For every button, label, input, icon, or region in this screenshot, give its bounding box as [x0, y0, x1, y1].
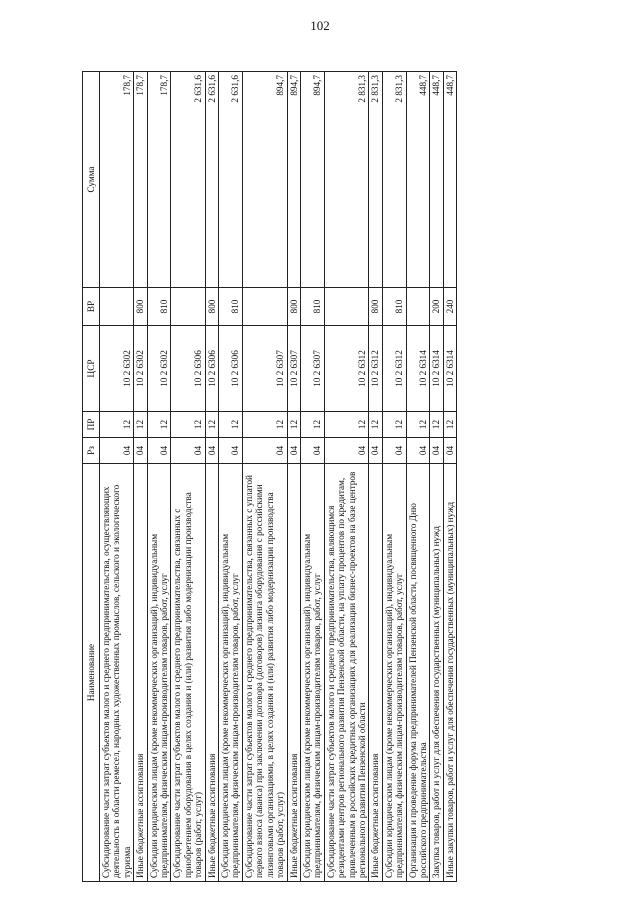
- cell-vr: 800: [205, 288, 218, 326]
- cell-sum: 178,7: [147, 72, 171, 288]
- cell-pr: 12: [443, 412, 456, 438]
- cell-vr: 800: [287, 288, 300, 326]
- cell-sum: 448,7: [406, 72, 430, 288]
- cell-rz: 04: [287, 438, 300, 464]
- cell-csr: 10 2 6302: [147, 326, 171, 412]
- budget-table: [82, 71, 457, 882]
- cell-name: Иные бюджетные ассигнования: [287, 464, 300, 882]
- cell-csr: 10 2 6314: [406, 326, 430, 412]
- table-row: [147, 72, 171, 882]
- header-sum: Сумма: [83, 72, 100, 288]
- cell-pr: 12: [369, 412, 382, 438]
- cell-rz: 04: [443, 438, 456, 464]
- cell-csr: 10 2 6307: [242, 326, 287, 412]
- cell-sum: 2 831,3: [382, 72, 406, 288]
- cell-vr: [171, 288, 205, 326]
- cell-pr: 12: [430, 412, 443, 438]
- table-row: [324, 72, 369, 882]
- cell-name: Иные бюджетные ассигнования: [205, 464, 218, 882]
- budget-table-rotated: [82, 72, 562, 882]
- table-row: [369, 72, 382, 882]
- cell-csr: 10 2 6302: [100, 326, 134, 412]
- cell-sum: 178,7: [134, 72, 147, 288]
- cell-rz: 04: [382, 438, 406, 464]
- table-row: [287, 72, 300, 882]
- cell-vr: 200: [430, 288, 443, 326]
- table-row: [100, 72, 134, 882]
- table-row: [219, 72, 243, 882]
- cell-csr: 10 2 6307: [300, 326, 324, 412]
- page-number: 102: [310, 18, 330, 33]
- cell-rz: 04: [205, 438, 218, 464]
- cell-pr: 12: [147, 412, 171, 438]
- cell-pr: 12: [134, 412, 147, 438]
- cell-sum: 2 631,6: [171, 72, 205, 288]
- cell-rz: 04: [171, 438, 205, 464]
- cell-csr: 10 2 6306: [205, 326, 218, 412]
- cell-name: Иные закупки товаров, работ и услуг для обеспечения государственных (муниципальных) нужд: [443, 464, 456, 882]
- cell-pr: 12: [219, 412, 243, 438]
- table-row: [300, 72, 324, 882]
- cell-vr: 810: [382, 288, 406, 326]
- cell-vr: 800: [134, 288, 147, 326]
- cell-csr: 10 2 6312: [382, 326, 406, 412]
- cell-rz: 04: [324, 438, 369, 464]
- header-csr: ЦСР: [83, 326, 100, 412]
- cell-csr: 10 2 6302: [134, 326, 147, 412]
- table-row: [171, 72, 205, 882]
- cell-name: Субсидии юридическим лицам (кроме некоммерческих организаций), индивидуальным предпринимателям, физическим лицам-производителям товаров, работ, услуг: [300, 464, 324, 882]
- table-row: [382, 72, 406, 882]
- cell-pr: 12: [100, 412, 134, 438]
- cell-vr: 810: [219, 288, 243, 326]
- cell-vr: 240: [443, 288, 456, 326]
- cell-rz: 04: [147, 438, 171, 464]
- cell-name: Субсидирование части затрат субъектов малого и среднего предпринимательства, связанных с уплатой первого взноса (аванса) при заключении договора (договоров) лизинга оборудования с российскими лизинговыми организациями, в целях создания и (или) развития либо модернизации производства товаров (работ, услуг): [242, 464, 287, 882]
- cell-sum: 178,7: [100, 72, 134, 288]
- table-row: [242, 72, 287, 882]
- cell-name: Субсидирование части затрат субъектов малого и среднего предпринимательства, связанных с приобретением оборудования в целях создания и (или) развития либо модернизации производства товаров (работ, услуг): [171, 464, 205, 882]
- cell-pr: 12: [382, 412, 406, 438]
- table-row: [205, 72, 218, 882]
- cell-sum: 448,7: [430, 72, 443, 288]
- table-row: [443, 72, 456, 882]
- cell-rz: 04: [300, 438, 324, 464]
- cell-sum: 2 831,3: [369, 72, 382, 288]
- cell-name: Субсидии юридическим лицам (кроме некоммерческих организаций), индивидуальным предпринимателям, физическим лицам-производителям товаров, работ, услуг: [382, 464, 406, 882]
- cell-rz: 04: [219, 438, 243, 464]
- cell-csr: 10 2 6306: [171, 326, 205, 412]
- cell-pr: 12: [242, 412, 287, 438]
- cell-sum: 894,7: [242, 72, 287, 288]
- header-rz: Рз: [83, 438, 100, 464]
- cell-csr: 10 2 6306: [219, 326, 243, 412]
- cell-sum: 894,7: [287, 72, 300, 288]
- cell-name: Иные бюджетные ассигнования: [134, 464, 147, 882]
- cell-sum: 2 831,3: [324, 72, 369, 288]
- cell-vr: [242, 288, 287, 326]
- cell-vr: 810: [147, 288, 171, 326]
- cell-pr: 12: [300, 412, 324, 438]
- cell-name: Субсидирование части затрат субъектов малого и среднего предпринимательства, являющимся резидентами центров регионального развития Пензенской области, на уплату процентов по кредитам, привлеченным в российских кредитных организациях для реализации бизнес-проектов на базе центров регионального развития Пензенской области: [324, 464, 369, 882]
- table-row: [134, 72, 147, 882]
- cell-sum: 448,7: [443, 72, 456, 288]
- header-pr: ПР: [83, 412, 100, 438]
- cell-rz: 04: [100, 438, 134, 464]
- cell-csr: 10 2 6312: [324, 326, 369, 412]
- cell-vr: [406, 288, 430, 326]
- cell-csr: 10 2 6312: [369, 326, 382, 412]
- cell-name: Иные бюджетные ассигнования: [369, 464, 382, 882]
- cell-pr: 12: [406, 412, 430, 438]
- header-vr: ВР: [83, 288, 100, 326]
- cell-sum: 2 631,6: [219, 72, 243, 288]
- cell-csr: 10 2 6307: [287, 326, 300, 412]
- header-name: Наименование: [83, 464, 100, 882]
- table-body: [100, 72, 457, 882]
- cell-name: Закупка товаров, работ и услуг для обеспечения государственных (муниципальных) нужд: [430, 464, 443, 882]
- cell-name: Субсидии юридическим лицам (кроме некоммерческих организаций), индивидуальным предпринимателям, физическим лицам-производителям товаров, работ, услуг: [147, 464, 171, 882]
- cell-pr: 12: [324, 412, 369, 438]
- table-row: [406, 72, 430, 882]
- cell-rz: 04: [430, 438, 443, 464]
- cell-sum: 894,7: [300, 72, 324, 288]
- cell-rz: 04: [134, 438, 147, 464]
- cell-vr: [324, 288, 369, 326]
- cell-pr: 12: [205, 412, 218, 438]
- cell-vr: 800: [369, 288, 382, 326]
- cell-name: Субсидирование части затрат субъектов малого и среднего предпринимательства, осуществляющих деятельность в области ремесел, народных художественных промыслов, сельского и экологического туризма: [100, 464, 134, 882]
- cell-rz: 04: [369, 438, 382, 464]
- cell-csr: 10 2 6314: [430, 326, 443, 412]
- cell-vr: [100, 288, 134, 326]
- cell-pr: 12: [287, 412, 300, 438]
- cell-pr: 12: [171, 412, 205, 438]
- cell-csr: 10 2 6314: [443, 326, 456, 412]
- cell-name: Организация и проведение форума предпринимателей Пензенской области, посвященного Дню российского предпринимательства: [406, 464, 430, 882]
- table-row: [430, 72, 443, 882]
- cell-sum: 2 631,6: [205, 72, 218, 288]
- cell-rz: 04: [242, 438, 287, 464]
- cell-name: Субсидии юридическим лицам (кроме некоммерческих организаций), индивидуальным предпринимателям, физическим лицам-производителям товаров, работ, услуг: [219, 464, 243, 882]
- table-header-row: [83, 72, 100, 882]
- cell-rz: 04: [406, 438, 430, 464]
- cell-vr: 810: [300, 288, 324, 326]
